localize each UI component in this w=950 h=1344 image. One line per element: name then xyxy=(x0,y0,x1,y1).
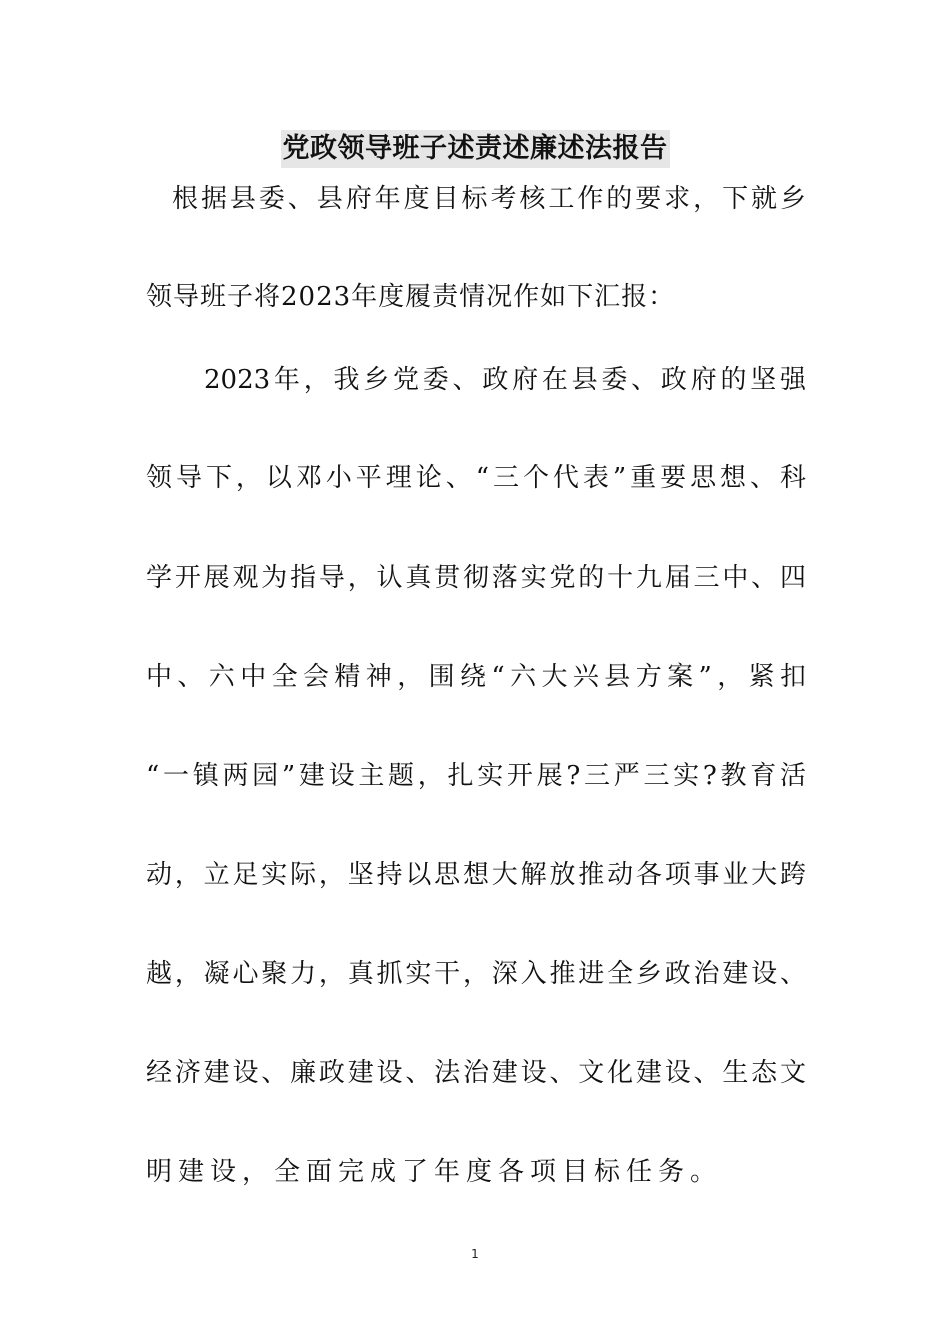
paragraph-2-line-3: 学开展观为指导，认真贯彻落实党的十九届三中、四 xyxy=(146,563,806,593)
paragraph-2-line-5: “一镇两园”建设主题，扎实开展?三严三实?教育活 xyxy=(146,761,806,791)
title-wrapper xyxy=(0,130,950,168)
paragraph-2-line-6: 动，立足实际，坚持以思想大解放推动各项事业大跨 xyxy=(146,860,806,890)
document-title: 党政领导班子述责述廉述法报告 xyxy=(281,130,670,168)
paragraph-2-line-8: 经济建设、廉政建设、法治建设、文化建设、生态文 xyxy=(146,1058,806,1088)
paragraph-2-line-7: 越，凝心聚力，真抓实干，深入推进全乡政治建设、 xyxy=(146,959,806,989)
paragraph-2-line-9: 明建设，全面完成了年度各项目标任务。 xyxy=(146,1157,723,1187)
paragraph-2-line-4: 中、六中全会精神，围绕“六大兴县方案”，紧扣 xyxy=(146,662,806,692)
page-number: 1 xyxy=(471,1247,479,1261)
paragraph-2-line-1: 2023年，我乡党委、政府在县委、政府的坚强 xyxy=(204,365,806,395)
paragraph-2-line-2: 领导下，以邓小平理论、“三个代表”重要思想、科 xyxy=(146,463,806,493)
paragraph-1-line-2: 领导班子将2023年度履责情况作如下汇报： xyxy=(146,282,676,312)
paragraph-1-line-1: 根据县委、县府年度目标考核工作的要求，下就乡 xyxy=(172,184,806,214)
